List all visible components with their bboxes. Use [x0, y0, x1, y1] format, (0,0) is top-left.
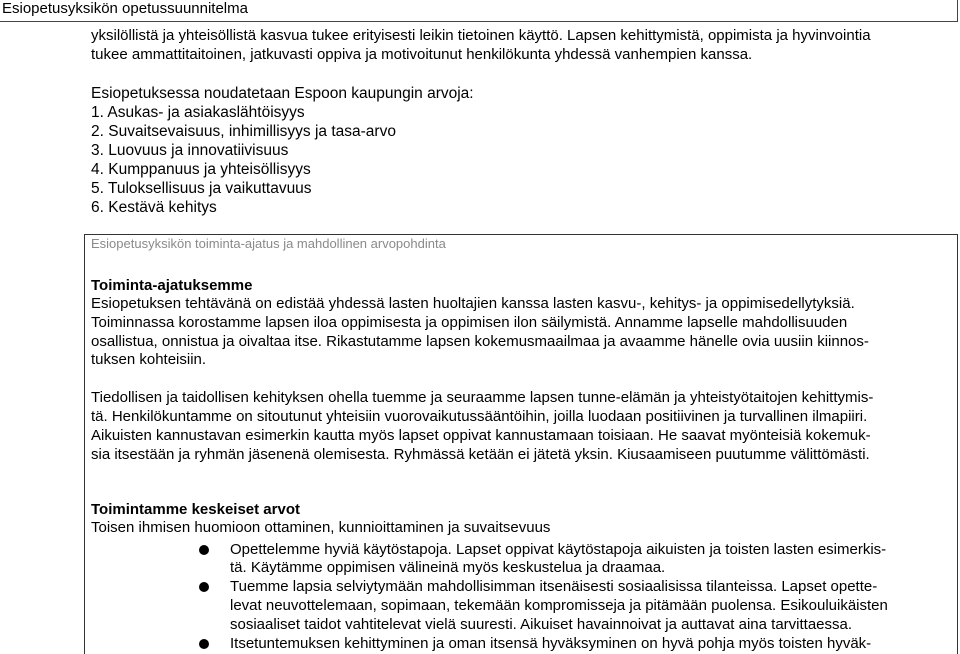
page-title: Esiopetusyksikön opetussuunnitelma	[2, 0, 248, 17]
values-list-item: 5. Tuloksellisuus ja vaikuttavuus	[91, 180, 312, 197]
bullet-line: levat neuvottelemaan, sopimaan, tekemään kompromisseja ja pitämään puolensa. Esikouluikäisten	[230, 597, 888, 614]
values-list-item: 6. Kestävä kehitys	[91, 199, 217, 216]
bullet-line: tä. Käytämme oppimisen välineinä myös keskustelua ja draamaa.	[230, 559, 666, 576]
bullet-icon	[199, 582, 209, 592]
paragraph-line: Esiopetuksen tehtävänä on edistää yhdessä lasten huoltajien kanssa lasten kasvu-, kehitys- ja oppimisedellytyksiä.	[91, 295, 855, 312]
bullet-line: sosiaaliset taidot vahtitelevat vielä suuresti. Aikuiset havainnoivat ja auttavat aina tarvittaessa.	[230, 616, 853, 633]
bullet-line: Tuemme lapsia selviytymään mahdollisimman itsenäisesti sosiaalisissa tilanteissa. Lapset opette-	[230, 578, 878, 595]
values-list-item: 3. Luovuus ja innovatiivisuus	[91, 142, 289, 159]
paragraph-line: osallistua, onnistua ja oivaltaa itse. Rikastutamme lapsen kokemusmaailmaa ja avaamme hänelle ovia uusiin kiinnos-	[91, 333, 869, 350]
paragraph-line: Toiminnassa korostamme lapsen iloa oppimisesta ja oppimisen ilon säilymistä. Annamme lapselle mahdollisuuden	[91, 314, 848, 331]
paragraph-line: Tiedollisen ja taidollisen kehityksen ohella tuemme ja seuraamme lapsen tunne-elämän ja yhteistyötaitojen kehittymis-	[91, 389, 874, 406]
values-heading: Esiopetuksessa noudatetaan Espoon kaupungin arvoja:	[91, 85, 474, 102]
bullet-icon	[199, 545, 209, 555]
values-list-item: 1. Asukas- ja asiakaslähtöisyys	[91, 104, 305, 121]
paragraph-line: tä. Henkilökuntamme on sitoutunut yhteisiin vuorovaikutussääntöihin, joilla luodaan positiivinen ja turvallinen ilmapiiri.	[91, 408, 868, 425]
paragraph-line: Aikuisten kannustavan esimerkin kautta myös lapset oppivat kannustamaan toisiaan. He saavat myönteisiä kokemuk-	[91, 427, 871, 444]
section-subheading: Toisen ihmisen huomioon ottaminen, kunnioittaminen ja suvaitsevuus	[91, 519, 551, 536]
bullet-icon	[199, 639, 209, 649]
bullet-line: Itsetuntemuksen kehittyminen ja oman itsensä hyväksyminen on hyvä pohja myös toisten hyväk-	[230, 635, 872, 652]
section-heading: Toiminta-ajatuksemme	[91, 277, 253, 294]
intro-line: tukee ammattitaitoinen, jatkuvasti oppiva ja motivoitunut henkilökunta yhdessä vanhempien kanssa.	[91, 46, 753, 63]
section-caption: Esiopetusyksikön toiminta-ajatus ja mahdollinen arvopohdinta	[91, 236, 446, 251]
values-list-item: 2. Suvaitsevaisuus, inhimillisyys ja tasa-arvo	[91, 123, 396, 140]
bullet-line: Opettelemme hyviä käytöstapoja. Lapset oppivat käytöstapoja aikuisten ja toisten lasten esimerkis-	[230, 541, 887, 558]
paragraph-line: tuksen kohteisiin.	[91, 351, 207, 368]
values-list-item: 4. Kumppanuus ja yhteisöllisyys	[91, 161, 311, 178]
section-heading: Toimintamme keskeiset arvot	[91, 501, 300, 518]
paragraph-line: sia itsestään ja ryhmän jäsenenä olemisesta. Ryhmässä ketään ei jätetä yksin. Kiusaamiseen puutumme välittömästi.	[91, 446, 870, 463]
intro-line: yksilöllistä ja yhteisöllistä kasvua tukee erityisesti leikin tietoinen käyttö. Lapsen kehittymistä, oppimista ja hyvinvointia	[91, 27, 871, 44]
